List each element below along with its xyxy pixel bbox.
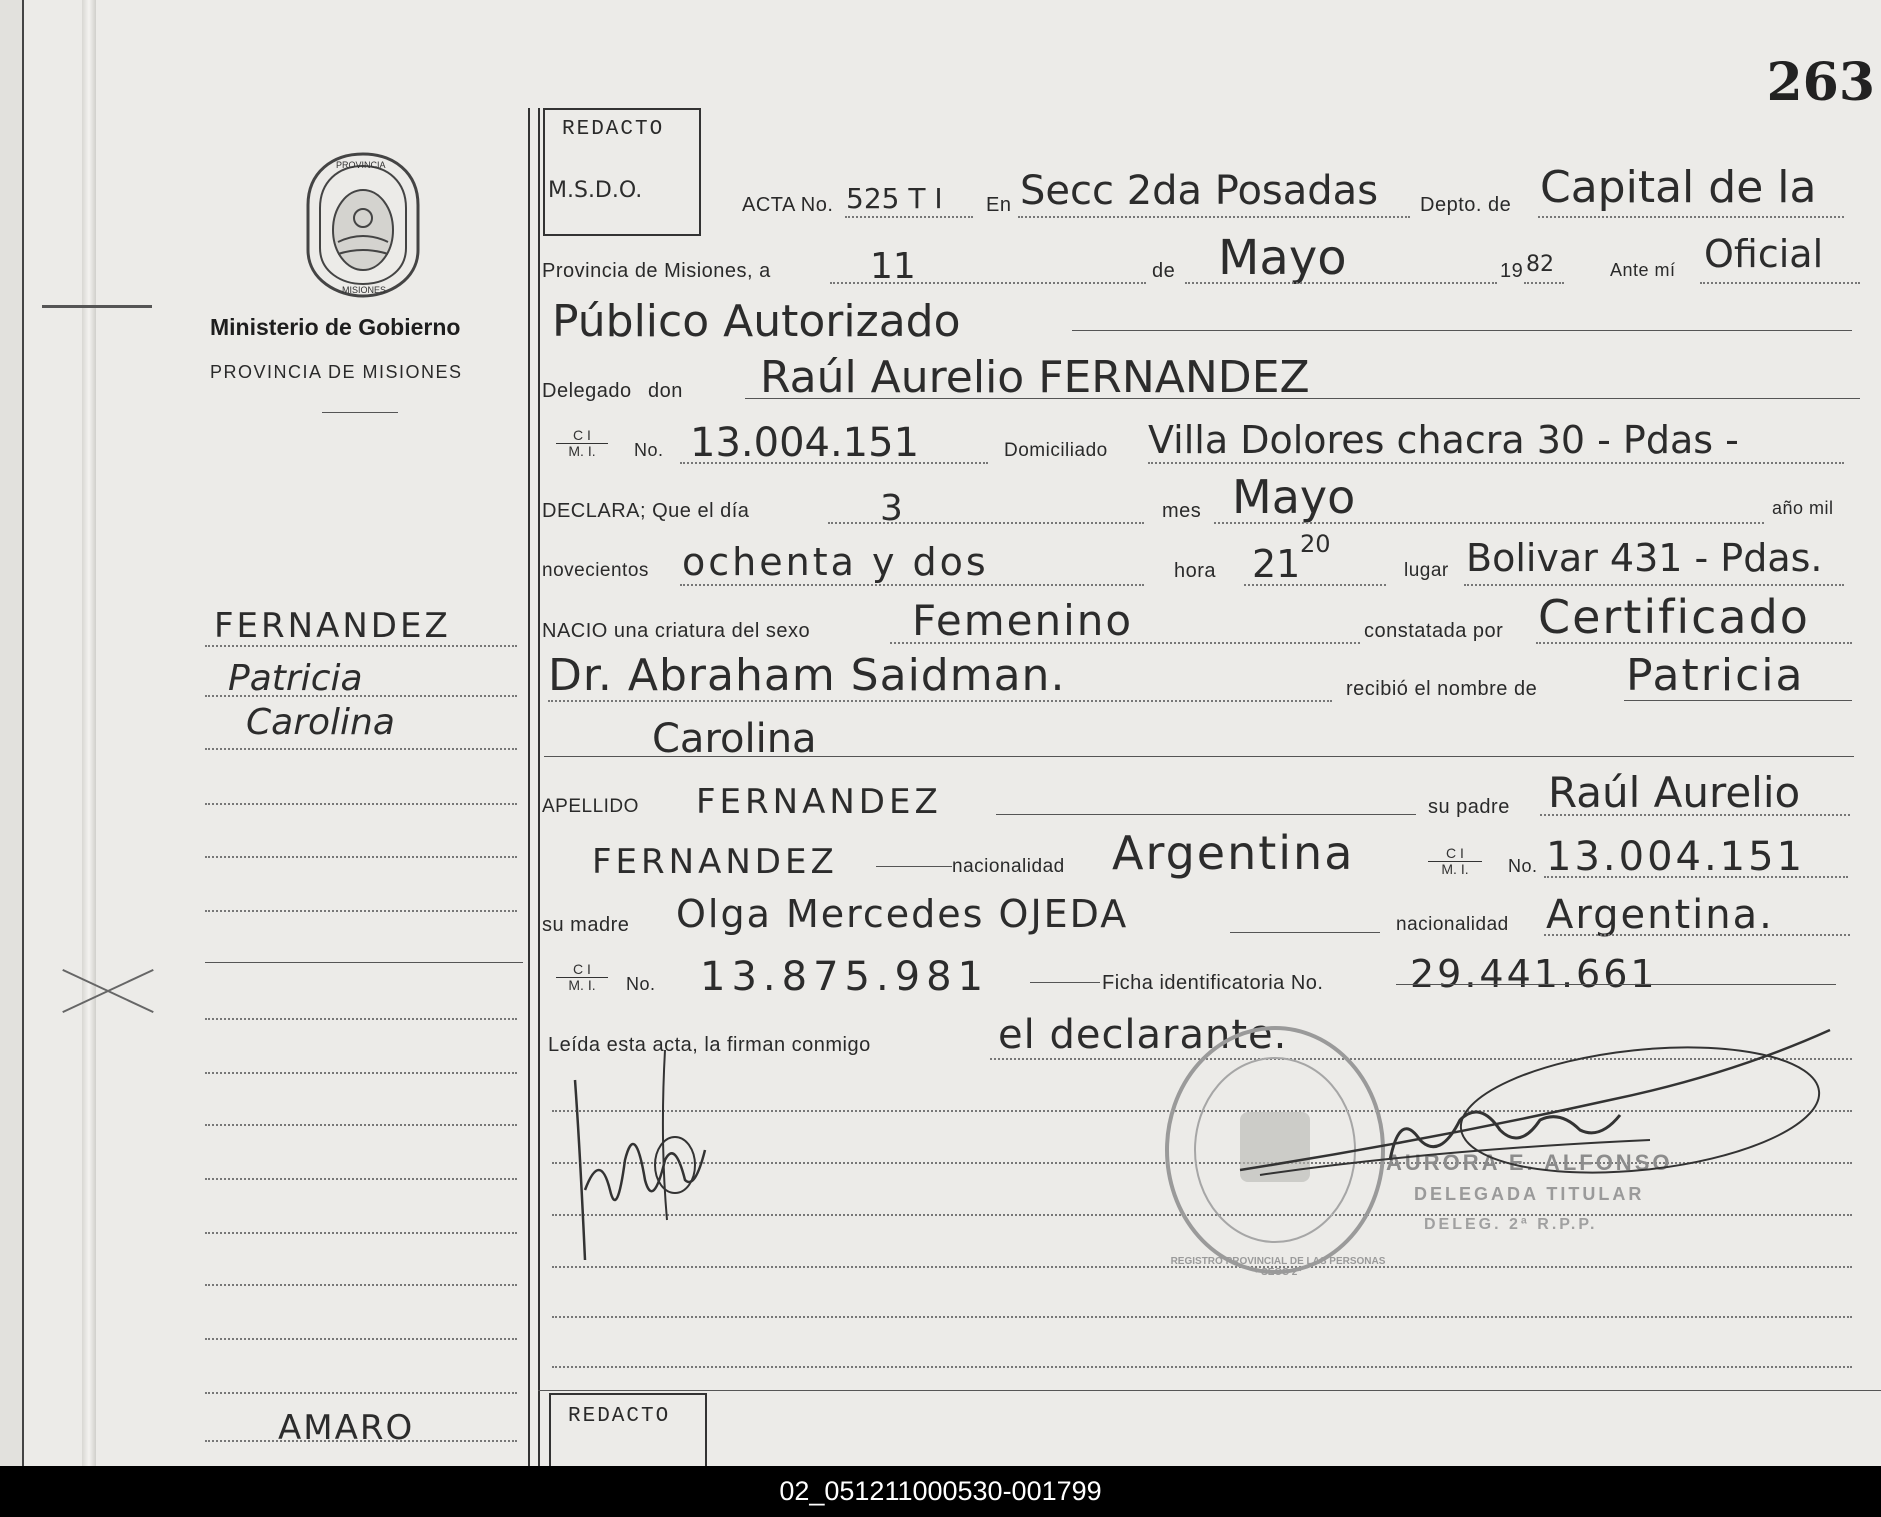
binder-fold	[82, 0, 96, 1466]
depto-label: Depto. de	[1420, 194, 1512, 216]
margin-given-name-2: Carolina	[246, 702, 395, 743]
ante-value-1: Oficial	[1704, 232, 1824, 276]
birth-month: Mayo	[1232, 470, 1356, 524]
province-title: PROVINCIA DE MISIONES	[210, 362, 463, 382]
divider	[322, 412, 398, 413]
page-number: 263	[1766, 52, 1875, 113]
margin-line	[205, 1124, 517, 1126]
margin-given-name-1: Patricia	[228, 658, 363, 699]
margin-line	[205, 1440, 517, 1442]
margin-line	[205, 1018, 517, 1020]
father-doc: 13.004.151	[1546, 834, 1806, 880]
doc-line	[680, 462, 988, 464]
father-doc-line	[1544, 876, 1848, 878]
surname-value: FERNANDEZ	[696, 782, 942, 822]
hora-label: hora	[1174, 560, 1217, 582]
seal-top-text: PROVINCIA	[336, 160, 386, 170]
year-line	[1524, 282, 1564, 284]
margin-line	[205, 1338, 517, 1340]
madre-label: su madre	[542, 914, 630, 936]
mother-ci-label: C I M. I.	[556, 962, 608, 992]
margin-line	[205, 1392, 517, 1394]
ministry-title: Ministerio de Gobierno	[210, 314, 461, 340]
mother-nacionalidad-label: nacionalidad	[1396, 914, 1509, 935]
margin-line	[205, 695, 517, 697]
month-line	[1185, 282, 1497, 284]
binder-margin	[0, 0, 24, 1466]
acta-label: ACTA No.	[742, 194, 834, 216]
birth-month-line	[1214, 522, 1764, 524]
ficha-line	[1396, 984, 1836, 985]
year-words-line	[680, 584, 1144, 586]
surname-line	[996, 814, 1416, 815]
father-ci-label: C I M. I.	[1428, 846, 1482, 876]
lugar-line	[1464, 584, 1844, 586]
mother-nationality-line	[1544, 934, 1850, 936]
ano-label: año mil	[1772, 498, 1834, 518]
month-value: Mayo	[1218, 230, 1347, 286]
mother-doc: 13.875.981	[700, 954, 990, 1000]
depto-line	[1538, 216, 1844, 218]
leida-value: el declarante.	[998, 1012, 1288, 1058]
declarant-signature-icon	[555, 1040, 755, 1270]
lugar-label: lugar	[1404, 560, 1449, 581]
birth-place: Bolivar 431 - Pdas.	[1466, 536, 1823, 580]
margin-line	[205, 1284, 517, 1286]
seal-bottom-text: MISIONES	[342, 285, 387, 295]
domicilio-line	[1148, 462, 1844, 464]
next-redacto-label: REDACTO	[568, 1405, 671, 1428]
given-name-line-2	[544, 756, 1854, 757]
official-signature-icon	[1230, 1020, 1850, 1210]
tear-mark	[42, 305, 152, 308]
constatada-value: Certificado	[1538, 590, 1810, 644]
day-value: 11	[870, 246, 916, 287]
province-seal-icon	[298, 150, 428, 300]
novecientos-label: novecientos	[542, 560, 649, 581]
father-name-2: FERNANDEZ	[592, 842, 838, 882]
given-name-1: Patricia	[1626, 650, 1805, 701]
margin-line	[205, 645, 517, 647]
birth-minutes: 20	[1300, 530, 1331, 558]
recibio-label: recibió el nombre de	[1346, 678, 1538, 700]
en-line	[1018, 216, 1410, 218]
don-label: don	[648, 380, 683, 402]
margin-line	[205, 856, 517, 858]
ante-line	[1700, 282, 1860, 284]
leida-label: Leída esta acta, la firman conmigo	[548, 1034, 871, 1056]
apellido-label: APELLIDO	[542, 796, 639, 817]
year-prefix: 19	[1500, 260, 1524, 282]
seal-ring-text: REGISTRO PROVINCIAL DE LAS PERSONAS · SECC 2ª	[1170, 1256, 1386, 1278]
domicilio-value: Villa Dolores chacra 30 - Pdas -	[1148, 418, 1739, 462]
birth-day-line	[828, 522, 1144, 524]
margin-line	[205, 1072, 517, 1074]
margin-line	[205, 962, 523, 963]
margin-line	[205, 910, 517, 912]
signature-line	[552, 1366, 1852, 1368]
stamp-line-2: DELEGADA TITULAR	[1414, 1184, 1645, 1204]
delegado-label: Delegado	[542, 380, 632, 402]
constatada-line	[1536, 642, 1852, 644]
margin-line	[205, 1178, 517, 1180]
father-line	[1540, 814, 1850, 816]
stamp-line-3: DELEG. 2ª R.P.P.	[1424, 1216, 1598, 1233]
delegado-doc: 13.004.151	[690, 420, 920, 466]
delegado-name: Raúl Aurelio FERNANDEZ	[760, 352, 1310, 403]
given-name-line	[1624, 700, 1852, 701]
padre-label: su padre	[1428, 796, 1510, 818]
birth-day: 3	[880, 488, 903, 529]
year-suffix: 82	[1526, 252, 1554, 277]
father-no-label: No.	[1508, 856, 1538, 876]
ficha-value: 29.441.661	[1410, 952, 1658, 996]
mother-no-label: No.	[626, 974, 656, 994]
ficha-label: Ficha identificatoria No.	[1102, 972, 1324, 994]
ante-label: Ante mí	[1610, 260, 1676, 280]
redacto-value: M.S.D.O.	[548, 178, 643, 203]
delegado-line	[745, 398, 1860, 399]
margin-line	[205, 748, 517, 750]
day-line	[830, 282, 1146, 284]
father-nationality: Argentina	[1112, 826, 1355, 880]
margin-line	[205, 1232, 517, 1234]
record-border-left-inner	[538, 108, 540, 1466]
record-border-left	[528, 108, 530, 1466]
ante-value-2: Público Autorizado	[552, 296, 961, 347]
father-name-1: Raúl Aurelio	[1548, 768, 1801, 817]
father-nacionalidad-label: nacionalidad	[952, 856, 1065, 877]
birth-hour: 21	[1252, 542, 1301, 586]
sex-line	[890, 642, 1360, 644]
margin-surname: FERNANDEZ	[214, 606, 451, 646]
acta-line	[845, 216, 973, 218]
mes-label: mes	[1162, 500, 1202, 522]
record-separator	[538, 1390, 1881, 1391]
doctor-line	[548, 700, 1332, 702]
next-redacto-box	[549, 1393, 707, 1466]
redacto-label: REDACTO	[562, 118, 665, 141]
given-name-2: Carolina	[652, 716, 817, 762]
depto-value: Capital de la	[1540, 162, 1817, 213]
no-label: No.	[634, 440, 664, 460]
acta-number: 525 T I	[846, 182, 943, 215]
constatada-label: constatada por	[1364, 620, 1504, 642]
ante-line-2	[1072, 330, 1852, 331]
birth-year-words: ochenta y dos	[682, 540, 989, 584]
mother-nationality: Argentina.	[1546, 892, 1774, 938]
en-value: Secc 2da Posadas	[1020, 168, 1379, 214]
mother-doc-line	[1030, 982, 1100, 983]
de-label: de	[1152, 260, 1176, 282]
father-name-2-line	[876, 866, 952, 867]
sex-value: Femenino	[912, 596, 1134, 645]
mother-line	[1230, 932, 1380, 933]
mother-name: Olga Mercedes OJEDA	[676, 892, 1129, 936]
doctor-value: Dr. Abraham Saidman.	[548, 650, 1066, 701]
ci-label: C I M. I.	[556, 428, 608, 458]
signature-line	[552, 1316, 1852, 1318]
footer-code: 02_051211000530-001799	[0, 1466, 1881, 1517]
domicilio-label: Domiciliado	[1004, 440, 1108, 461]
stamp-line-1: AURORA E. ALFONSO	[1386, 1150, 1673, 1175]
hora-line	[1244, 584, 1386, 586]
provincia-label: Provincia de Misiones, a	[542, 260, 771, 282]
margin-line	[205, 803, 517, 805]
margin-next-surname: AMARO	[278, 1408, 415, 1448]
declara-label: DECLARA; Que el día	[542, 500, 750, 522]
nacio-label: NACIO una criatura del sexo	[542, 620, 811, 642]
en-label: En	[986, 194, 1012, 216]
